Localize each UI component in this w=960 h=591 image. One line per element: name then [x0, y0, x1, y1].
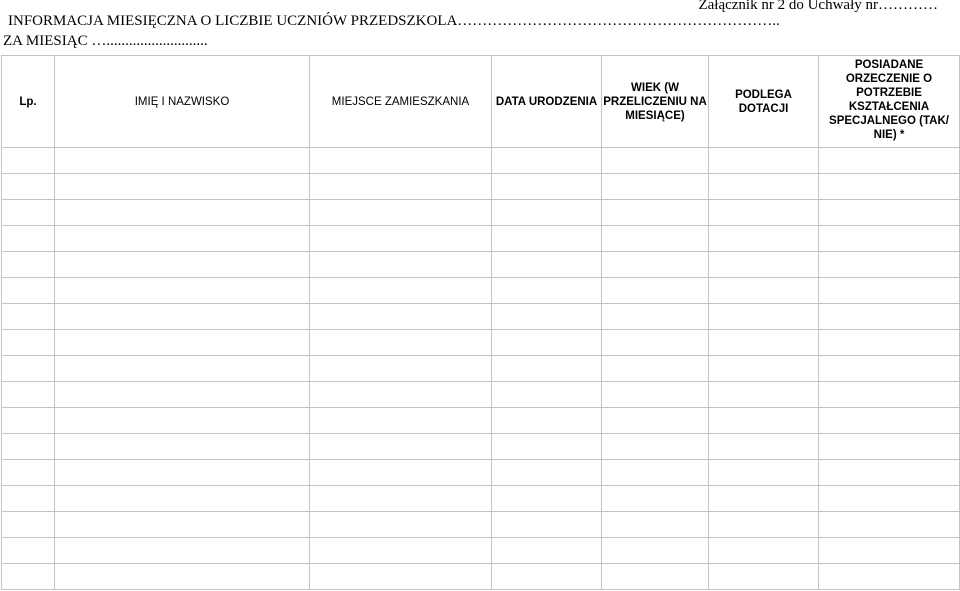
table-row	[2, 304, 960, 330]
table-cell	[709, 226, 819, 252]
table-cell	[492, 356, 602, 382]
table-cell	[602, 304, 709, 330]
table-cell	[709, 512, 819, 538]
table-cell	[55, 252, 310, 278]
table-row	[2, 278, 960, 304]
annex-note: Załącznik nr 2 do Uchwały nr…………	[698, 0, 938, 13]
table-cell	[819, 408, 960, 434]
table-cell	[310, 148, 492, 174]
table-cell	[819, 200, 960, 226]
table-row	[2, 564, 960, 590]
table-cell	[310, 512, 492, 538]
table-cell	[2, 356, 55, 382]
table-row	[2, 408, 960, 434]
table-cell	[310, 330, 492, 356]
column-header-special-needs: POSIADANE ORZECZENIE O POTRZEBIE KSZTAŁCENIA SPECJALNEGO (TAK/ NIE) *	[819, 56, 960, 148]
table-cell	[819, 252, 960, 278]
table-cell	[709, 564, 819, 590]
table-cell	[55, 304, 310, 330]
table-cell	[310, 200, 492, 226]
table-cell	[819, 434, 960, 460]
table-cell	[2, 174, 55, 200]
table-cell	[602, 148, 709, 174]
table-cell	[709, 538, 819, 564]
table-cell	[55, 200, 310, 226]
column-header-subsidy: PODLEGA DOTACJI	[709, 56, 819, 148]
table-cell	[492, 252, 602, 278]
table-cell	[602, 330, 709, 356]
table-cell	[492, 226, 602, 252]
table-cell	[55, 564, 310, 590]
table-cell	[2, 512, 55, 538]
table-cell	[310, 278, 492, 304]
table-row	[2, 486, 960, 512]
table-cell	[819, 148, 960, 174]
table-cell	[55, 356, 310, 382]
table-cell	[2, 564, 55, 590]
table-cell	[310, 408, 492, 434]
table-cell	[55, 278, 310, 304]
table-cell	[310, 434, 492, 460]
table-cell	[492, 278, 602, 304]
table-cell	[2, 226, 55, 252]
table-cell	[709, 486, 819, 512]
table-cell	[2, 252, 55, 278]
table-cell	[492, 200, 602, 226]
table-cell	[55, 382, 310, 408]
table-cell	[55, 408, 310, 434]
table-cell	[2, 330, 55, 356]
table-body	[2, 148, 960, 590]
table-cell	[55, 486, 310, 512]
table-cell	[819, 460, 960, 486]
table-cell	[2, 408, 55, 434]
table-header-row	[2, 56, 960, 148]
table-cell	[55, 226, 310, 252]
table-cell	[819, 278, 960, 304]
table-cell	[709, 278, 819, 304]
table-cell	[709, 174, 819, 200]
table-cell	[492, 538, 602, 564]
table-cell	[55, 434, 310, 460]
table-cell	[2, 434, 55, 460]
table-cell	[492, 408, 602, 434]
table-cell	[492, 564, 602, 590]
column-header-address: MIEJSCE ZAMIESZKANIA	[310, 56, 492, 148]
table-cell	[709, 356, 819, 382]
table-cell	[709, 304, 819, 330]
table-cell	[492, 330, 602, 356]
table-cell	[709, 434, 819, 460]
table-cell	[602, 200, 709, 226]
table-cell	[2, 460, 55, 486]
table-cell	[602, 356, 709, 382]
table-cell	[602, 486, 709, 512]
table-cell	[819, 564, 960, 590]
table-cell	[492, 304, 602, 330]
table-cell	[310, 356, 492, 382]
table-cell	[2, 382, 55, 408]
column-header-name: IMIĘ I NAZWISKO	[55, 56, 310, 148]
table-cell	[602, 174, 709, 200]
table-cell	[55, 512, 310, 538]
table-cell	[310, 252, 492, 278]
table-cell	[709, 200, 819, 226]
table-cell	[819, 174, 960, 200]
table-row	[2, 148, 960, 174]
table-cell	[55, 460, 310, 486]
table-row	[2, 200, 960, 226]
table-cell	[819, 486, 960, 512]
table-cell	[602, 564, 709, 590]
students-table	[1, 55, 960, 590]
table-cell	[709, 408, 819, 434]
table-cell	[709, 382, 819, 408]
table-cell	[709, 330, 819, 356]
table-row	[2, 512, 960, 538]
table-cell	[602, 538, 709, 564]
table-cell	[492, 434, 602, 460]
table-cell	[602, 434, 709, 460]
table-cell	[602, 278, 709, 304]
table-row	[2, 226, 960, 252]
table-row	[2, 382, 960, 408]
table-cell	[310, 538, 492, 564]
table-cell	[492, 460, 602, 486]
table-cell	[2, 538, 55, 564]
table-cell	[2, 148, 55, 174]
table-cell	[55, 538, 310, 564]
table-cell	[492, 382, 602, 408]
table-cell	[2, 278, 55, 304]
table-row	[2, 460, 960, 486]
table-cell	[709, 460, 819, 486]
table-cell	[602, 252, 709, 278]
table-cell	[2, 304, 55, 330]
table-cell	[310, 174, 492, 200]
column-header-lp: Lp.	[2, 56, 55, 148]
column-header-age-months: WIEK (W PRZELICZENIU NA MIESIĄCE)	[602, 56, 709, 148]
table-row	[2, 356, 960, 382]
column-header-birth-date: DATA URODZENIA	[492, 56, 602, 148]
table-cell	[310, 460, 492, 486]
table-row	[2, 174, 960, 200]
table-cell	[55, 148, 310, 174]
table-cell	[819, 330, 960, 356]
table-cell	[310, 564, 492, 590]
table-cell	[819, 356, 960, 382]
table-cell	[310, 226, 492, 252]
table-cell	[602, 226, 709, 252]
table-cell	[602, 460, 709, 486]
table-row	[2, 434, 960, 460]
table-cell	[709, 252, 819, 278]
table-cell	[819, 382, 960, 408]
table-row	[2, 538, 960, 564]
table-row	[2, 252, 960, 278]
table-cell	[2, 200, 55, 226]
table-cell	[819, 226, 960, 252]
form-month-line: ZA MIESIĄC …...........................	[3, 33, 208, 49]
table-cell	[819, 304, 960, 330]
table-cell	[492, 512, 602, 538]
table-cell	[602, 408, 709, 434]
table-cell	[492, 174, 602, 200]
table-cell	[310, 304, 492, 330]
table-cell	[2, 486, 55, 512]
table-cell	[55, 330, 310, 356]
form-title: INFORMACJA MIESIĘCZNA O LICZBIE UCZNIÓW PRZEDSZKOLA………………………………………………………..	[8, 13, 780, 29]
table-cell	[310, 486, 492, 512]
table-cell	[602, 512, 709, 538]
table-cell	[819, 512, 960, 538]
table-cell	[492, 148, 602, 174]
table-cell	[819, 538, 960, 564]
table-cell	[602, 382, 709, 408]
table-row	[2, 330, 960, 356]
table-cell	[492, 486, 602, 512]
table-cell	[310, 382, 492, 408]
table-cell	[709, 148, 819, 174]
table-cell	[55, 174, 310, 200]
